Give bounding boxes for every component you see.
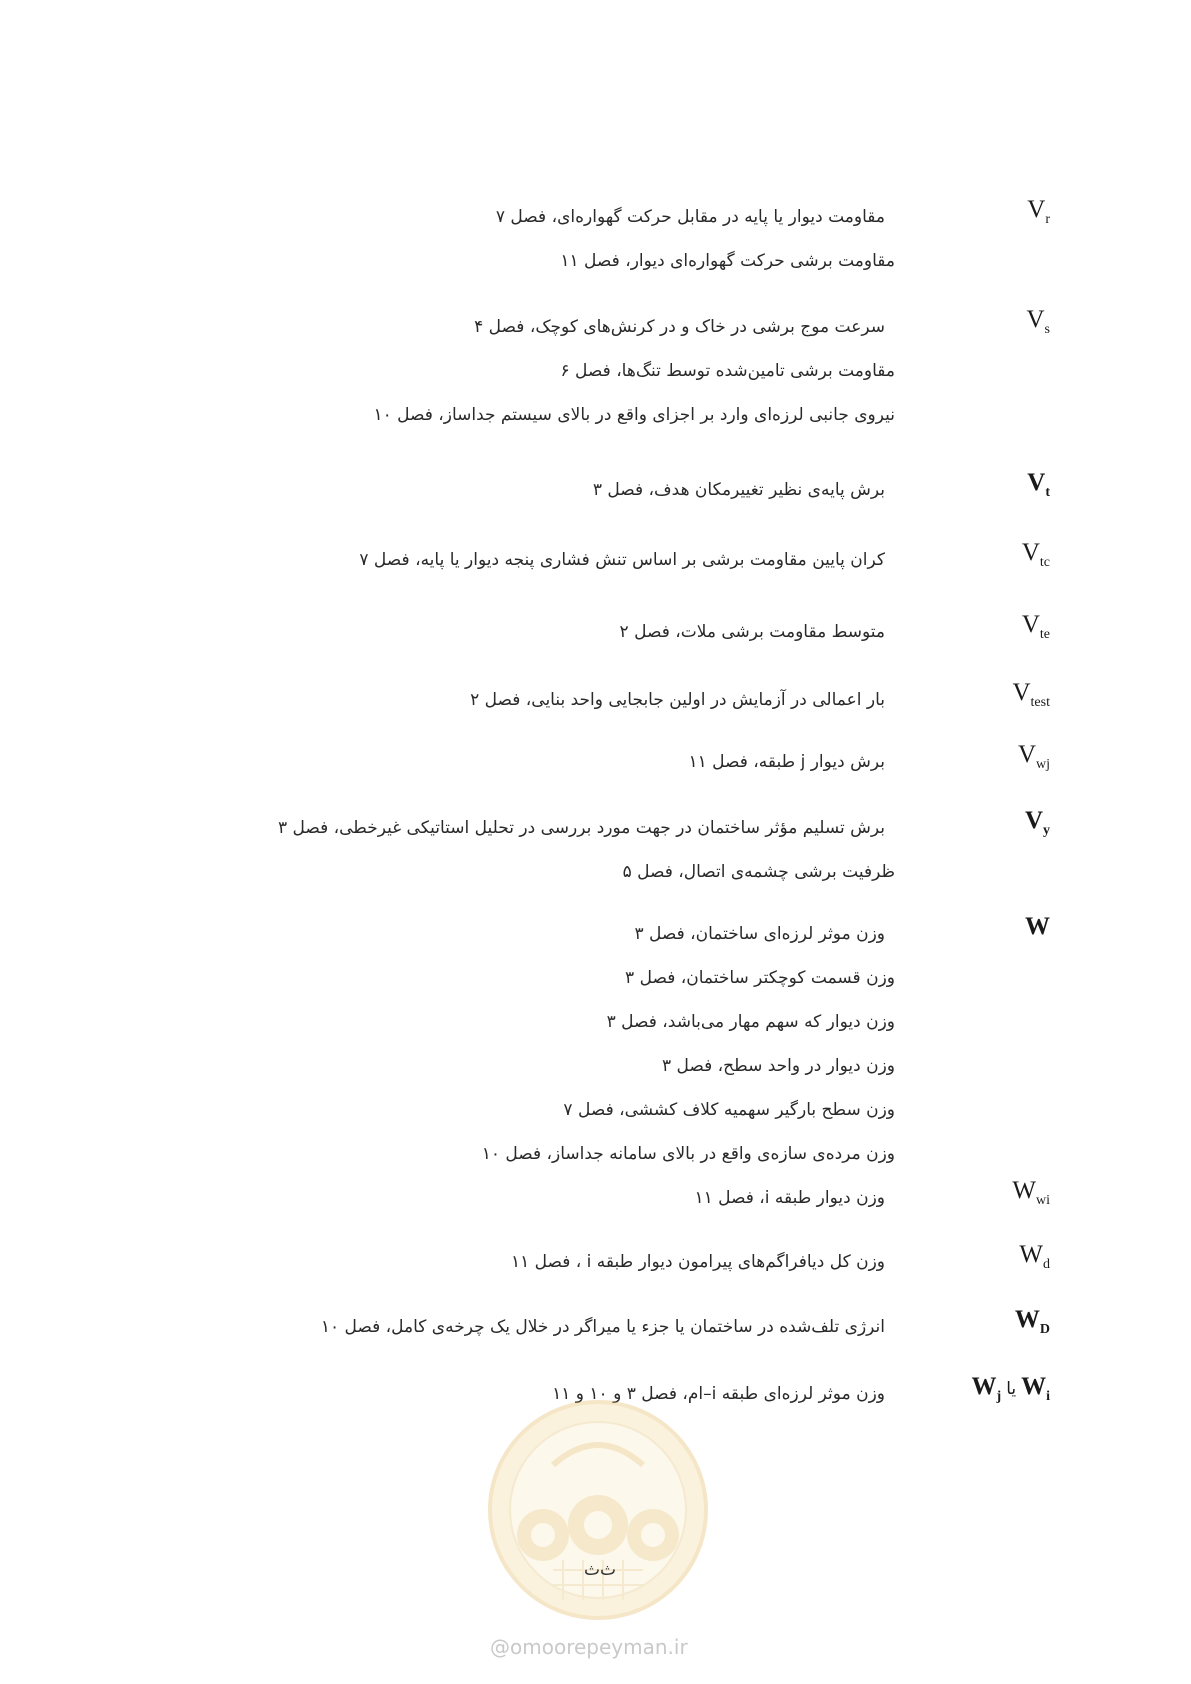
symbol-base: W <box>971 1373 997 1400</box>
symbol-subscript: s <box>1044 322 1050 337</box>
definitions <box>620 612 895 656</box>
symbol-base: V <box>1027 469 1046 496</box>
watermark-logo-icon <box>483 1395 713 1625</box>
definition-line: وزن قسمت کوچکتر ساختمان، فصل ۳ <box>625 968 895 988</box>
symbol-subscript: y <box>1043 823 1050 838</box>
definitions <box>482 914 895 1178</box>
symbol-subscript: j <box>996 1389 1002 1404</box>
definition-line: مقاومت برشی تامین‌شده توسط تنگ‌ها، فصل ۶ <box>560 361 895 381</box>
symbol <box>1027 195 1050 235</box>
definition-line: وزن دیوار که سهم مهار می‌باشد، فصل ۳ <box>606 1012 895 1032</box>
definition-line: نیروی جانبی لرزه‌ای وارد بر اجزای واقع در بالای سیستم جداساز، فصل ۱۰ <box>373 405 895 425</box>
symbol <box>1026 305 1050 345</box>
symbol-subscript: t <box>1045 485 1050 500</box>
definition-line: وزن مرده‌ی سازه‌ی واقع در بالای سامانه جداساز، فصل ۱۰ <box>481 1144 895 1164</box>
definition-line: سرعت موج برشی در خاک و در کرنش‌های کوچک، فصل ۴ <box>474 317 885 337</box>
symbol <box>1025 806 1050 846</box>
definitions <box>511 1242 895 1286</box>
symbol <box>1019 1240 1050 1280</box>
symbol-subscript: wi <box>1036 1193 1050 1208</box>
symbol-subscript: tc <box>1039 555 1050 570</box>
symbol-subscript: d <box>1043 1257 1050 1272</box>
page-number: ث‌ث <box>583 1560 616 1580</box>
definition-line: برش پایه‌ی نظیر تغییرمکان هدف، فصل ۳ <box>592 480 885 500</box>
definition-line: وزن دیوار طبقه i، فصل ۱۱ <box>694 1188 885 1208</box>
definition-line: وزن کل دیافراگم‌های پیرامون دیوار طبقه i ، فصل ۱۱ <box>510 1252 885 1272</box>
symbol-subscript: wj <box>1036 757 1050 772</box>
symbol <box>1022 610 1050 650</box>
symbol-connector: یا <box>1006 1379 1017 1399</box>
definitions <box>688 742 895 786</box>
definitions <box>552 1374 895 1418</box>
definition-line: انرژی تلف‌شده در ساختمان یا جزء یا میراگر در خلال یک چرخه‌ی کامل، فصل ۱۰ <box>320 1317 885 1337</box>
symbol-base: W <box>1021 1373 1047 1400</box>
symbol <box>1012 1176 1050 1216</box>
definition-line: مقاومت دیوار یا پایه در مقابل حرکت گهواره‌ای، فصل ۷ <box>495 207 885 227</box>
symbol-base: V <box>1012 679 1031 706</box>
symbol-base: W <box>1012 1177 1036 1204</box>
symbol-subscript: D <box>1039 1322 1050 1337</box>
symbol <box>1027 468 1050 508</box>
symbol-subscript: i <box>1046 1389 1050 1404</box>
symbol <box>972 1372 1050 1412</box>
symbol-base: V <box>1027 196 1046 223</box>
definition-line: ظرفیت برشی چشمه‌ی اتصال، فصل ۵ <box>622 862 895 882</box>
definition-line: وزن موثر لرزه‌ای طبقه i–ام، فصل ۳ و ۱۰ و ۱۱ <box>552 1384 885 1404</box>
definition-line: متوسط مقاومت برشی ملات، فصل ۲ <box>619 622 885 642</box>
symbol-base: V <box>1024 807 1043 834</box>
symbol-subscript: te <box>1039 627 1050 642</box>
symbol <box>1012 678 1050 718</box>
definitions <box>470 680 895 724</box>
symbol-base: W <box>1014 1306 1040 1333</box>
symbol-subscript: r <box>1045 212 1050 227</box>
symbol-base: W <box>1019 1241 1043 1268</box>
symbol-base: V <box>1026 306 1045 333</box>
definition-line: مقاومت برشی حرکت گهواره‌ای دیوار، فصل ۱۱ <box>560 251 895 271</box>
definitions <box>373 307 895 439</box>
symbol <box>1015 1305 1050 1345</box>
definitions <box>496 197 895 285</box>
definition-line: بار اعمالی در آزمایش در اولین جابجایی واحد بنایی، فصل ۲ <box>470 690 885 710</box>
definition-line: وزن دیوار در واحد سطح، فصل ۳ <box>661 1056 895 1076</box>
symbol <box>1018 740 1050 780</box>
symbol-base: V <box>1017 741 1036 768</box>
symbol <box>1025 912 1050 942</box>
definitions <box>593 470 895 514</box>
definition-line: وزن سطح بارگیر سهمیه کلاف کششی، فصل ۷ <box>563 1100 895 1120</box>
definition-line: کران پایین مقاومت برشی بر اساس تنش فشاری پنجه دیوار یا پایه، فصل ۷ <box>359 550 885 570</box>
definitions <box>694 1178 895 1222</box>
definitions <box>321 1307 895 1351</box>
definition-line: برش تسلیم مؤثر ساختمان در جهت مورد بررسی در تحلیل استاتیکی غیرخطی، فصل ۳ <box>277 818 885 838</box>
symbol-base: V <box>1021 611 1040 638</box>
watermark-url: @omoorepeyman.ir <box>490 1635 688 1659</box>
symbol-base: V <box>1021 539 1040 566</box>
definition-line: وزن موثر لرزه‌ای ساختمان، فصل ۳ <box>634 924 885 944</box>
definitions <box>278 808 895 896</box>
symbol-subscript: test <box>1030 695 1050 710</box>
definition-line: برش دیوار j طبقه، فصل ۱۱ <box>688 752 885 772</box>
symbol <box>1022 538 1050 578</box>
definitions <box>359 540 895 584</box>
symbol-base: W <box>1025 913 1050 940</box>
